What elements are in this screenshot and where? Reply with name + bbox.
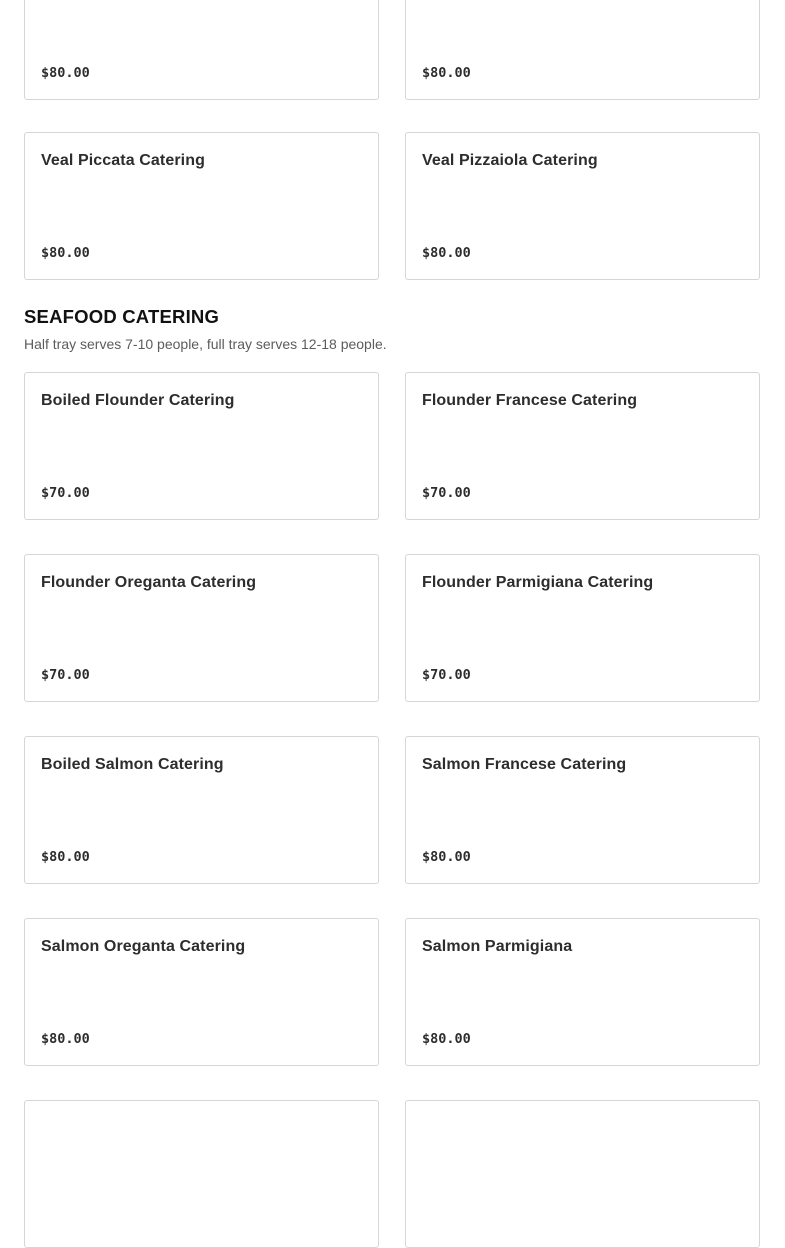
menu-item-card[interactable] bbox=[405, 1100, 760, 1248]
menu-item-name: Boiled Flounder Catering bbox=[41, 392, 235, 409]
menu-item-card[interactable] bbox=[24, 736, 379, 884]
menu-item-card[interactable] bbox=[24, 0, 379, 100]
menu-item-price: $80.00 bbox=[41, 849, 90, 865]
menu-item-name: Veal Pizzaiola Catering bbox=[422, 152, 598, 169]
menu-item-card[interactable] bbox=[405, 918, 760, 1066]
menu-item-price: $80.00 bbox=[422, 849, 471, 865]
menu-item-card[interactable] bbox=[405, 372, 760, 520]
menu-item-price: $70.00 bbox=[41, 485, 90, 501]
section-description: Half tray serves 7-10 people, full tray serves 12-18 people. bbox=[24, 336, 387, 352]
menu-item-name: Salmon Oreganta Catering bbox=[41, 938, 246, 955]
menu-item-card[interactable] bbox=[405, 0, 760, 100]
menu-item-name: Flounder Francese Catering bbox=[422, 392, 638, 409]
menu-item-card[interactable] bbox=[24, 1100, 379, 1248]
menu-item-price: $70.00 bbox=[422, 485, 471, 501]
menu-item-price: $80.00 bbox=[422, 245, 471, 261]
menu-item-name: Flounder Parmigiana Catering bbox=[422, 574, 654, 591]
menu-item-name: Flounder Oreganta Catering bbox=[41, 574, 257, 591]
menu-item-name: Salmon Parmigiana bbox=[422, 938, 573, 955]
menu-item-card[interactable] bbox=[24, 918, 379, 1066]
menu-item-card[interactable] bbox=[405, 132, 760, 280]
menu-item-name: Salmon Francese Catering bbox=[422, 756, 627, 773]
section-title: SEAFOOD CATERING bbox=[24, 306, 220, 327]
menu-item-card[interactable] bbox=[24, 372, 379, 520]
menu-item-card[interactable] bbox=[24, 132, 379, 280]
menu-item-price: $80.00 bbox=[422, 1031, 471, 1047]
menu-item-name: Veal Piccata Catering bbox=[41, 152, 205, 169]
menu-item-price: $70.00 bbox=[41, 667, 90, 683]
menu-item-price: $80.00 bbox=[41, 1031, 90, 1047]
menu-item-price: $70.00 bbox=[422, 667, 471, 683]
menu-item-name: Boiled Salmon Catering bbox=[41, 756, 224, 773]
menu-item-price: $80.00 bbox=[422, 65, 471, 81]
menu-item-price: $80.00 bbox=[41, 245, 90, 261]
menu-item-card[interactable] bbox=[24, 554, 379, 702]
menu-item-price: $80.00 bbox=[41, 65, 90, 81]
menu-item-card[interactable] bbox=[405, 736, 760, 884]
menu-item-card[interactable] bbox=[405, 554, 760, 702]
